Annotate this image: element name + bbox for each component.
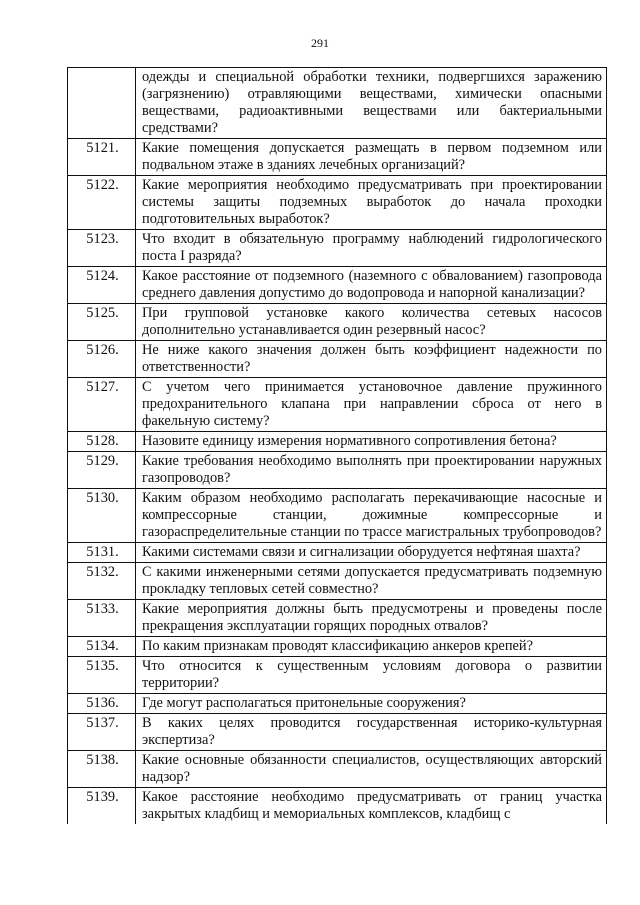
table-row bbox=[68, 432, 607, 452]
question-number: 5126. bbox=[68, 341, 136, 378]
table-row bbox=[68, 304, 607, 341]
question-number: 5136. bbox=[68, 694, 136, 714]
table-row bbox=[68, 751, 607, 788]
table-row bbox=[68, 657, 607, 694]
question-text: Что входит в обязательную программу наблюдений гидрологического поста I разряда? bbox=[136, 230, 607, 267]
table-row bbox=[68, 714, 607, 751]
questions-table-body bbox=[68, 68, 607, 825]
table-row bbox=[68, 267, 607, 304]
question-text: В каких целях проводится государственная историко-культурная экспертиза? bbox=[136, 714, 607, 751]
question-text: Каким образом необходимо располагать перекачивающие насосные и компрессорные станции, дожимные компрессорные и газораспределительные станции по трассе магистральных трубопроводов? bbox=[136, 489, 607, 543]
table-row bbox=[68, 230, 607, 267]
question-text: Какими системами связи и сигнализации оборудуется нефтяная шахта? bbox=[136, 543, 607, 563]
question-text: Где могут располагаться притонельные сооружения? bbox=[136, 694, 607, 714]
questions-table bbox=[67, 67, 607, 824]
page-number: 291 bbox=[311, 36, 329, 50]
question-text: Не ниже какого значения должен быть коэффициент надежности по ответственности? bbox=[136, 341, 607, 378]
question-number: 5129. bbox=[68, 452, 136, 489]
question-number: 5128. bbox=[68, 432, 136, 452]
table-row bbox=[68, 139, 607, 176]
question-number: 5134. bbox=[68, 637, 136, 657]
table-row bbox=[68, 600, 607, 637]
table-row bbox=[68, 788, 607, 825]
question-text: С какими инженерными сетями допускается предусматривать подземную прокладку тепловых сетей совместно? bbox=[136, 563, 607, 600]
question-number: 5132. bbox=[68, 563, 136, 600]
question-number: 5124. bbox=[68, 267, 136, 304]
question-number: 5131. bbox=[68, 543, 136, 563]
question-number: 5123. bbox=[68, 230, 136, 267]
question-number bbox=[68, 68, 136, 139]
question-text: Какие мероприятия должны быть предусмотрены и проведены после прекращения эксплуатации горящих породных отвалов? bbox=[136, 600, 607, 637]
question-text: Что относится к существенным условиям договора о развитии территории? bbox=[136, 657, 607, 694]
question-text: По каким признакам проводят классификацию анкеров крепей? bbox=[136, 637, 607, 657]
question-text: Какие помещения допускается размещать в первом подземном или подвальном этаже в зданиях лечебных организаций? bbox=[136, 139, 607, 176]
table-row bbox=[68, 452, 607, 489]
question-number: 5139. bbox=[68, 788, 136, 825]
question-text: Какие мероприятия необходимо предусматривать при проектировании системы защиты подземных выработок до начала проходки подготовительных выработок? bbox=[136, 176, 607, 230]
question-number: 5122. bbox=[68, 176, 136, 230]
question-number: 5137. bbox=[68, 714, 136, 751]
question-text: Какое расстояние необходимо предусматривать от границ участка закрытых кладбищ и мемориальных комплексов, кладбищ с bbox=[136, 788, 607, 825]
table-row bbox=[68, 563, 607, 600]
question-text: Какие требования необходимо выполнять при проектировании наружных газопроводов? bbox=[136, 452, 607, 489]
question-number: 5133. bbox=[68, 600, 136, 637]
table-row bbox=[68, 489, 607, 543]
question-text: С учетом чего принимается установочное давление пружинного предохранительного клапана при направлении сброса от него в факельную систему? bbox=[136, 378, 607, 432]
table-row bbox=[68, 637, 607, 657]
table-row bbox=[68, 694, 607, 714]
question-text: При групповой установке какого количества сетевых насосов дополнительно устанавливается один резервный насос? bbox=[136, 304, 607, 341]
question-number: 5135. bbox=[68, 657, 136, 694]
question-text: Назовите единицу измерения нормативного сопротивления бетона? bbox=[136, 432, 607, 452]
table-row bbox=[68, 341, 607, 378]
table-row bbox=[68, 543, 607, 563]
question-number: 5125. bbox=[68, 304, 136, 341]
table-row bbox=[68, 176, 607, 230]
question-text: Какое расстояние от подземного (наземного с обвалованием) газопровода среднего давления допустимо до водопровода и напорной канализации? bbox=[136, 267, 607, 304]
question-number: 5130. bbox=[68, 489, 136, 543]
question-number: 5138. bbox=[68, 751, 136, 788]
question-number: 5127. bbox=[68, 378, 136, 432]
question-number: 5121. bbox=[68, 139, 136, 176]
table-row bbox=[68, 378, 607, 432]
question-text: одежды и специальной обработки техники, подвергшихся заражению (загрязнению) отравляющими веществами, химически опасными веществами, радиоактивными веществами или бактериальными средствами? bbox=[136, 68, 607, 139]
table-row bbox=[68, 68, 607, 139]
question-text: Какие основные обязанности специалистов, осуществляющих авторский надзор? bbox=[136, 751, 607, 788]
